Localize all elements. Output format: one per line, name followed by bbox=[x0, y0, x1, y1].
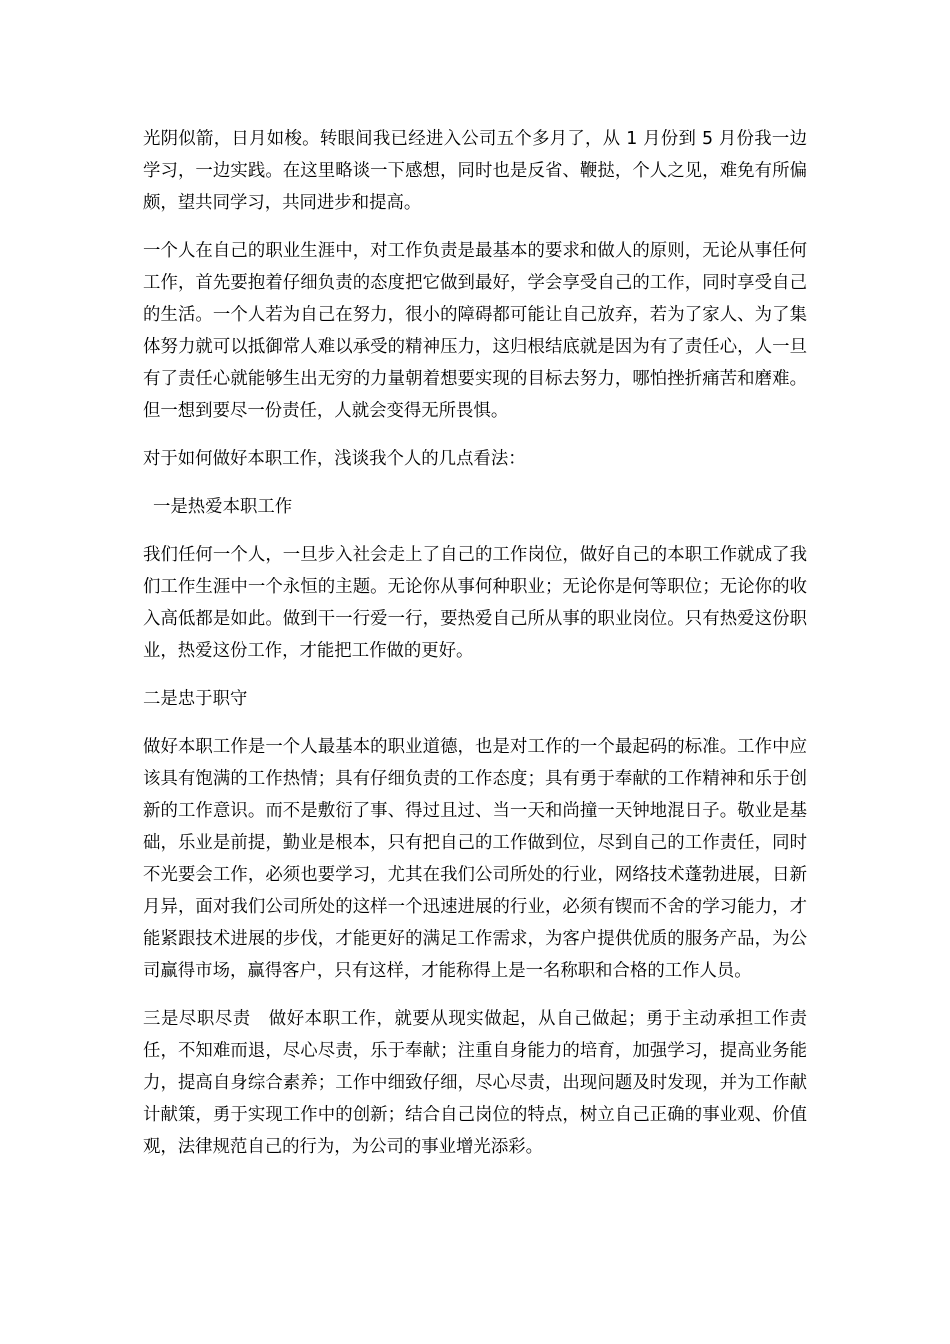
paragraph-responsibility: 一个人在自己的职业生涯中，对工作负责是最基本的要求和做人的原则，无论从事任何工作，首先要抱着仔细负责的态度把它做到最好，学会享受自己的工作，同时享受自己的生活。一个人若为自己在努力，很小的障碍都可能让自己放弃，若为了家人、为了集体努力就可以抵御常人难以承受的精神压力，这归根结底就是因为有了责任心，人一旦有了责任心就能够生出无穷的力量朝着想要实现的目标去努力，哪怕挫折痛苦和磨难。但一想到要尽一份责任，人就会变得无所畏惧。 bbox=[143, 241, 807, 421]
paragraph-intro: 光阴似箭，日月如梭。转眼间我已经进入公司五个多月了，从 1 月份到 5 月份我一边学习，一边实践。在这里略谈一下感想，同时也是反省、鞭挞，个人之见，难免有所偏颇，望共同学习，共同进步和提高。 bbox=[143, 129, 807, 213]
paragraph-love-work: 我们任何一个人，一旦步入社会走上了自己的工作岗位，做好自己的本职工作就成了我们工作生涯中一个永恒的主题。无论你从事何种职业；无论你是何等职位；无论你的收入高低都是如此。做到干一行爱一行，要热爱自己所从事的职业岗位。只有热爱这份职业，热爱这份工作，才能把工作做的更好。 bbox=[143, 545, 807, 661]
section-heading-loyalty: 二是忠于职守 bbox=[143, 689, 248, 709]
paragraph-due-diligence: 三是尽职尽责 做好本职工作，就要从现实做起，从自己做起；勇于主动承担工作责任，不知难而退，尽心尽责，乐于奉献；注重自身能力的培育，加强学习，提高业务能力，提高自身综合素养；工作中细致仔细，尽心尽责，出现问题及时发现，并为工作献计献策，勇于实现工作中的创新；结合自己岗位的特点，树立自己正确的事业观、价值观，法律规范自己的行为，为公司的事业增光添彩。 bbox=[143, 1009, 807, 1157]
document-body bbox=[143, 123, 807, 1179]
paragraph-loyalty: 做好本职工作是一个人最基本的职业道德，也是对工作的一个最起码的标准。工作中应该具有饱满的工作热情；具有仔细负责的工作态度；具有勇于奉献的工作精神和乐于创新的工作意识。而不是敷衍了事、得过且过、当一天和尚撞一天钟地混日子。敬业是基础，乐业是前提，勤业是根本，只有把自己的工作做到位，尽到自己的工作责任，同时不光要会工作，必须也要学习，尤其在我们公司所处的行业，网络技术蓬勃进展，日新月异，面对我们公司所处的这样一个迅速进展的行业，必须有锲而不舍的学习能力，才能紧跟技术进展的步伐，才能更好的满足工作需求，为客户提供优质的服务产品，为公司赢得市场，赢得客户，只有这样，才能称得上是一名称职和合格的工作人员。 bbox=[143, 737, 807, 981]
section-heading-love-work: 一是热爱本职工作 bbox=[153, 497, 293, 517]
paragraph-views-intro: 对于如何做好本职工作，浅谈我个人的几点看法： bbox=[143, 449, 526, 469]
